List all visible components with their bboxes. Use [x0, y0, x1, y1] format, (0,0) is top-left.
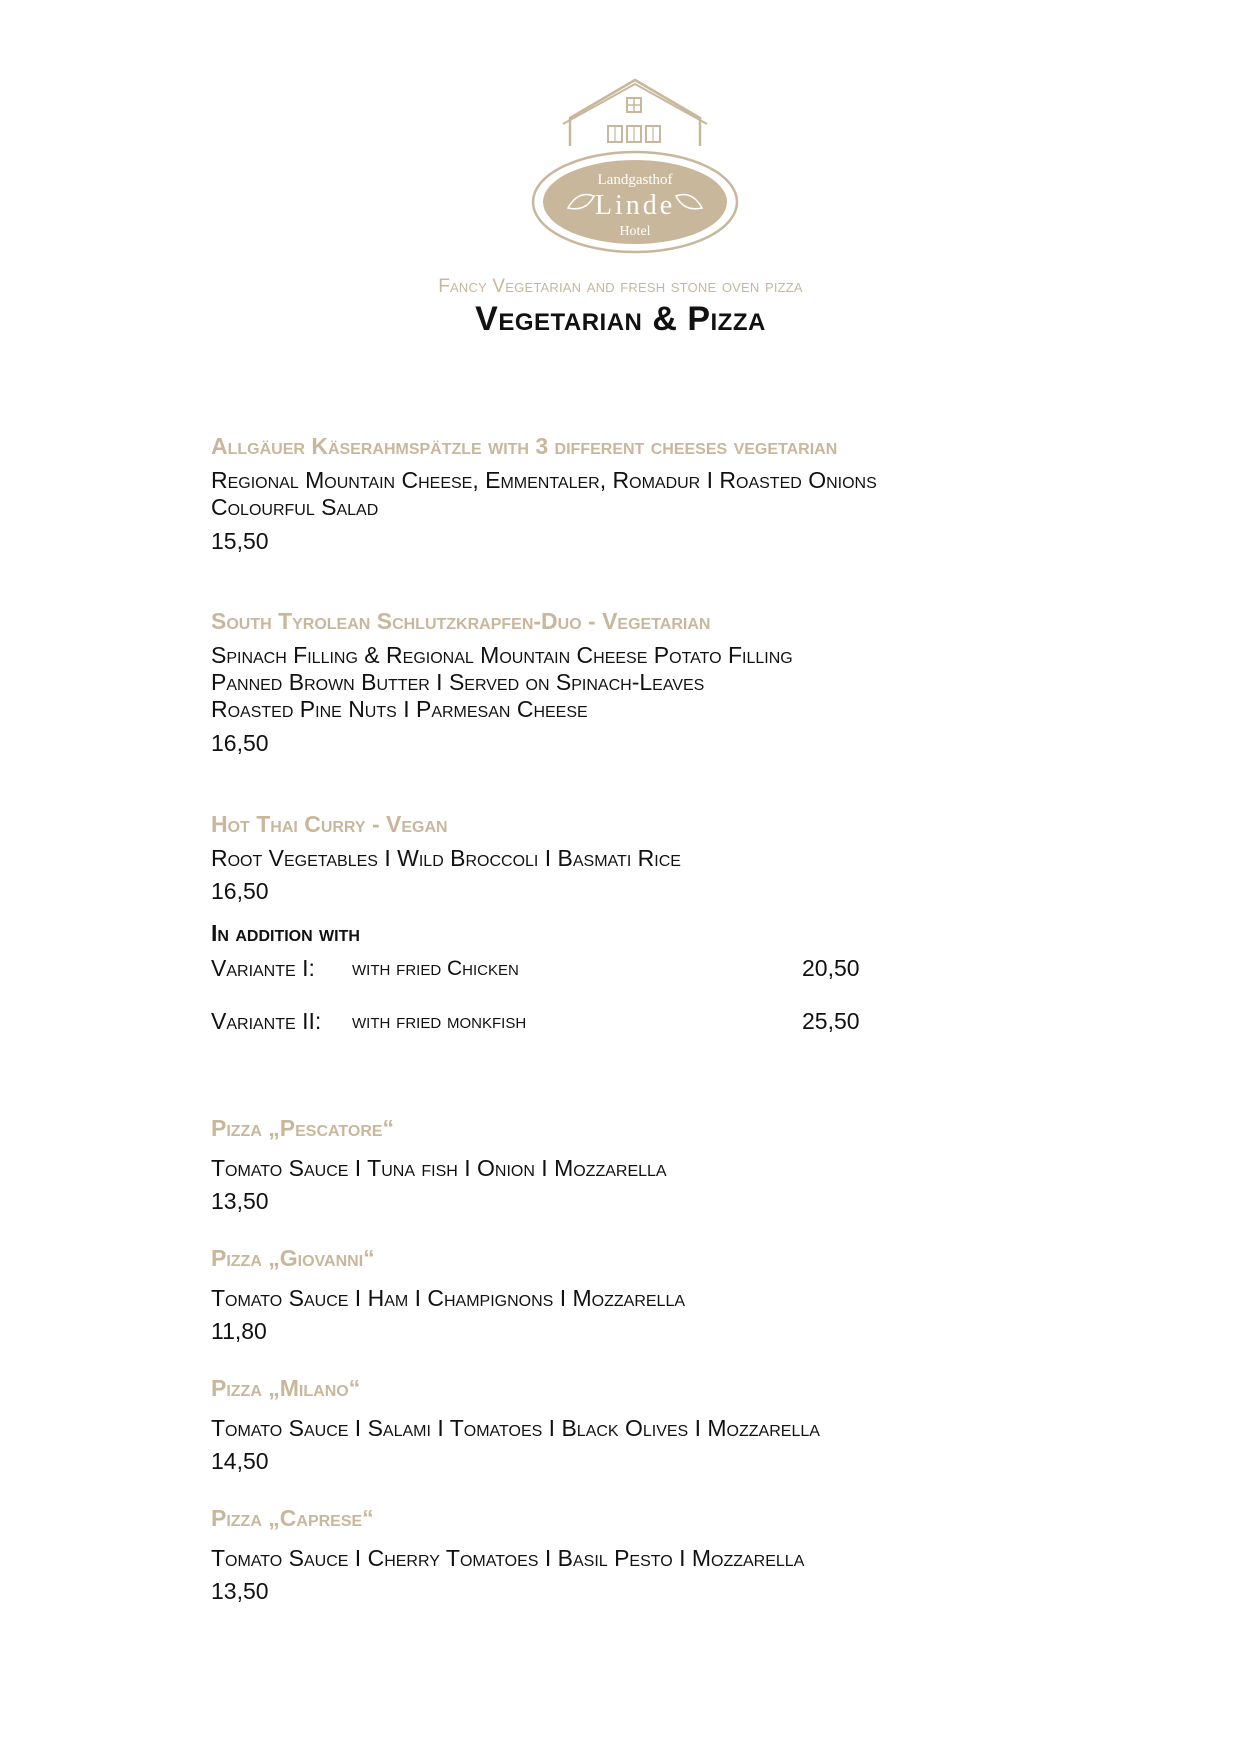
item-desc-line: Colourful Salad — [211, 494, 379, 520]
svg-text:Hotel: Hotel — [619, 224, 651, 239]
hotel-logo — [530, 78, 740, 256]
item-title-schlutzkrapfen: South Tyrolean Schlutzkrapfen-Duo - Vegetarian — [211, 608, 711, 634]
pizza-desc: Tomato Sauce I Tuna fish I Onion I Mozzarella — [211, 1155, 667, 1181]
variant-price: 20,50 — [802, 955, 860, 981]
pizza-price: 13,50 — [211, 1188, 269, 1214]
pizza-title-pescatore: Pizza „Pescatore“ — [211, 1115, 395, 1141]
addition-heading: In addition with — [211, 920, 360, 946]
item-price: 16,50 — [211, 878, 269, 904]
svg-text:Linde: Linde — [594, 190, 676, 221]
pizza-price: 11,80 — [211, 1318, 267, 1344]
svg-text:Landgasthof: Landgasthof — [597, 172, 673, 188]
item-title-kaesespaetzle: Allgäuer Käserahmspätzle with 3 different cheeses vegetarian — [211, 433, 838, 459]
variant-label: Variante I: — [211, 955, 315, 981]
pizza-desc: Tomato Sauce I Salami I Tomatoes I Black Olives I Mozzarella — [211, 1415, 820, 1441]
pizza-price: 14,50 — [211, 1448, 269, 1474]
variant-label: Variante II: — [211, 1008, 322, 1034]
item-title-thai-curry: Hot Thai Curry - Vegan — [211, 811, 448, 837]
pizza-title-milano: Pizza „Milano“ — [211, 1375, 361, 1401]
item-desc-line: Root Vegetables I Wild Broccoli I Basmati Rice — [211, 845, 681, 871]
item-desc-line: Roasted Pine Nuts I Parmesan Cheese — [211, 696, 588, 722]
item-desc-line: Panned Brown Butter I Served on Spinach-Leaves — [211, 669, 705, 695]
menu-title: Vegetarian & Pizza — [475, 300, 766, 338]
variant-price: 25,50 — [802, 1008, 860, 1034]
pizza-desc: Tomato Sauce I Cherry Tomatoes I Basil Pesto I Mozzarella — [211, 1545, 805, 1571]
pizza-title-caprese: Pizza „Caprese“ — [211, 1505, 374, 1531]
item-desc-line: Regional Mountain Cheese, Emmentaler, Romadur I Roasted Onions — [211, 467, 877, 493]
pizza-price: 13,50 — [211, 1578, 269, 1604]
item-price: 16,50 — [211, 730, 269, 756]
variant-text: with fried monkfish — [352, 1010, 527, 1033]
pizza-title-giovanni: Pizza „Giovanni“ — [211, 1245, 375, 1271]
pizza-desc: Tomato Sauce I Ham I Champignons I Mozzarella — [211, 1285, 686, 1311]
variant-text: with fried Chicken — [352, 957, 519, 980]
menu-subtitle: Fancy Vegetarian and fresh stone oven pizza — [438, 276, 803, 297]
item-price: 15,50 — [211, 528, 269, 554]
item-desc-line: Spinach Filling & Regional Mountain Cheese Potato Filling — [211, 642, 793, 668]
